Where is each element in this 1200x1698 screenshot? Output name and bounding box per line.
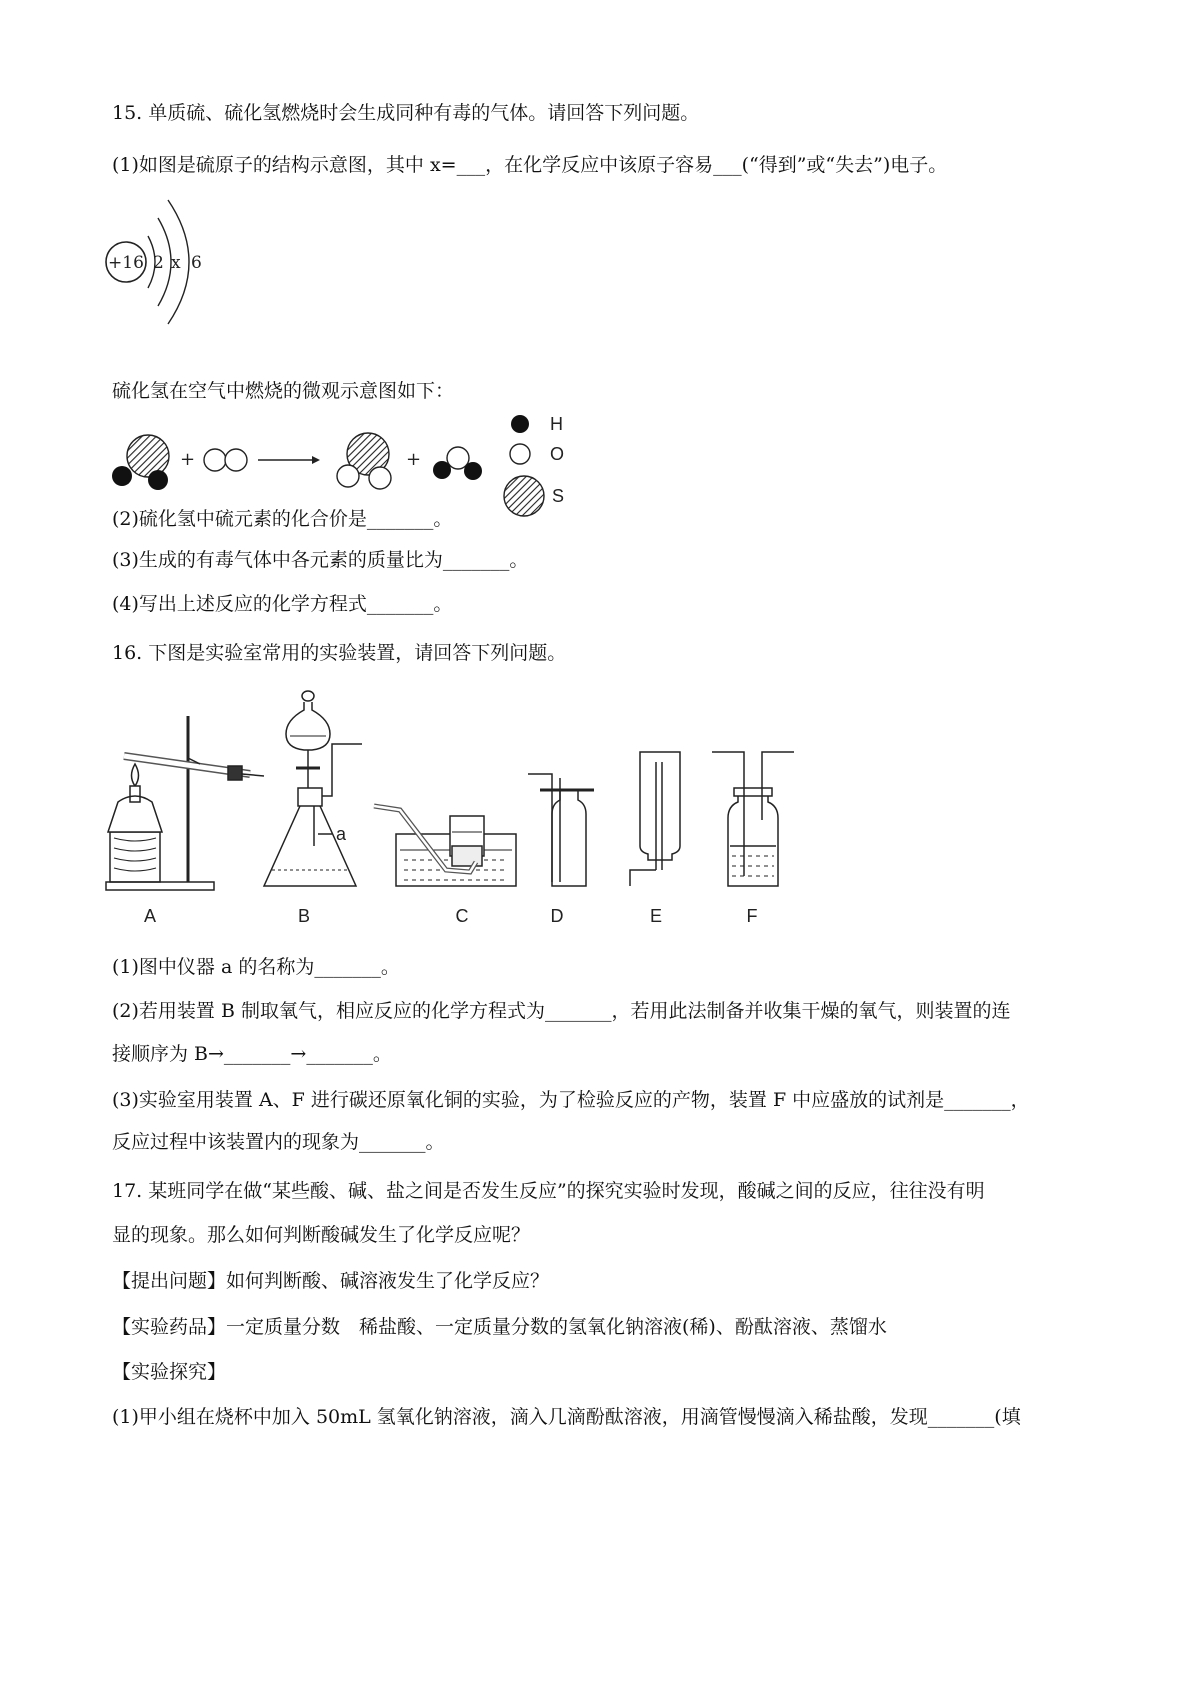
instrument-a-label: a	[336, 824, 347, 844]
h2s-molecule	[112, 435, 169, 490]
apparatus-e	[630, 752, 680, 886]
o2-molecule	[204, 449, 247, 471]
label-a: A	[143, 906, 157, 926]
plus-sign-2: +	[406, 449, 422, 470]
legend-h: H	[550, 414, 563, 434]
apparatus-b	[264, 691, 362, 886]
q17-reagents: 【实验药品】一定质量分数 稀盐酸、一定质量分数的氢氧化钠溶液(稀)、酚酞溶液、蒸馏水	[112, 1316, 887, 1338]
apparatus-f	[712, 752, 794, 886]
shell-electrons-1: 2	[153, 253, 164, 273]
q16-part3-line1: (3)实验室用装置 A、F 进行碳还原氧化铜的实验，为了检验反应的产物，装置 F 中应盛放的试剂是_______，	[112, 1089, 1030, 1111]
q15-part1: (1)如图是硫原子的结构示意图，其中 x=___，在化学反应中该原子容易___(“得到”或“失去”)电子。	[112, 154, 948, 176]
q15-part2: (2)硫化氢中硫元素的化合价是_______。	[112, 508, 453, 530]
q15-title: 15. 单质硫、硫化氢燃烧时会生成同种有毒的气体。请回答下列问题。	[112, 102, 700, 124]
legend-s: S	[552, 486, 565, 506]
q17-question: 【提出问题】如何判断酸、碱溶液发生了化学反应？	[112, 1270, 550, 1292]
atom-legend	[504, 414, 564, 516]
q17-title-line2: 显的现象。那么如何判断酸碱发生了化学反应呢？	[112, 1224, 531, 1246]
apparatus-d	[528, 774, 594, 886]
q15-intro: 硫化氢在空气中燃烧的微观示意图如下：	[112, 380, 455, 402]
q15-part3: (3)生成的有毒气体中各元素的质量比为_______。	[112, 549, 529, 571]
q16-title: 16. 下图是实验室常用的实验装置，请回答下列问题。	[112, 642, 567, 664]
so2-molecule	[337, 433, 391, 489]
q17-title-line1: 17. 某班同学在做“某些酸、碱、盐之间是否发生反应”的探究实验时发现，酸碱之间的反应，往往没有明	[112, 1180, 985, 1202]
apparatus-a	[106, 716, 264, 890]
apparatus-c	[374, 806, 516, 886]
q16-part3-line2: 反应过程中该装置内的现象为_______。	[112, 1131, 445, 1153]
lab-apparatus-diagram	[100, 686, 860, 936]
h2o-molecule	[433, 447, 482, 480]
q16-part1: (1)图中仪器 a 的名称为_______。	[112, 956, 400, 978]
label-c: C	[455, 906, 469, 926]
q17-explore: 【实验探究】	[112, 1361, 227, 1383]
shell-electrons-3: 6	[191, 253, 202, 273]
label-e: E	[649, 906, 663, 926]
label-d: D	[550, 906, 564, 926]
shell-electrons-2: x	[171, 253, 181, 273]
q17-part1: (1)甲小组在烧杯中加入 50mL 氢氧化钠溶液，滴入几滴酚酞溶液，用滴管慢慢滴入稀盐酸，发现_______(填	[112, 1406, 1021, 1428]
nucleus-charge: +16	[108, 253, 144, 273]
plus-sign-1: +	[180, 449, 196, 470]
legend-o: O	[550, 444, 565, 464]
reaction-arrow	[258, 456, 320, 464]
sulfur-atom-diagram	[100, 188, 230, 328]
q15-part4: (4)写出上述反应的化学方程式_______。	[112, 593, 453, 615]
label-f: F	[746, 906, 758, 926]
label-b: B	[297, 906, 311, 926]
q16-part2-line1: (2)若用装置 B 制取氧气，相应反应的化学方程式为_______，若用此法制备并收集干燥的氧气，则装置的连	[112, 1000, 1011, 1022]
q16-part2-line2: 接顺序为 B→_______→_______。	[112, 1043, 392, 1065]
